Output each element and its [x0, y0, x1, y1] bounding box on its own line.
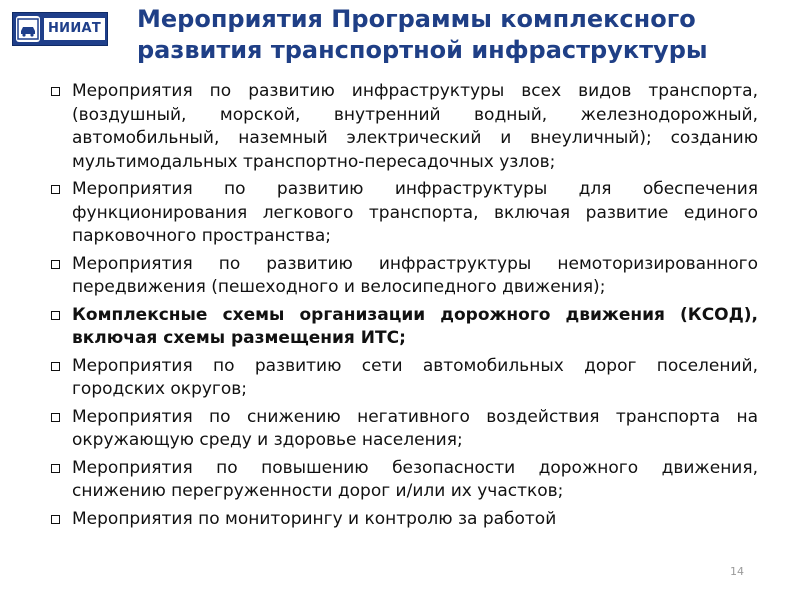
list-item [50, 508, 758, 532]
page-number: 14 [730, 565, 744, 578]
square-bullet-icon [51, 87, 60, 96]
list-item [50, 80, 758, 174]
list-item [50, 304, 758, 351]
list-item-text: Мероприятия по развитию инфраструктуры для обеспечения функционирования легкового транспорта, включая развитие единого парковочного пространства; [72, 179, 758, 246]
list-item-text: Мероприятия по снижению негативного воздействия транспорта на окружающую среду и здоровье населения; [72, 406, 758, 450]
measures-list [50, 80, 758, 535]
logo-text: НИИАТ [44, 18, 105, 40]
niiat-logo [12, 12, 108, 46]
list-item [50, 457, 758, 504]
list-item-text: Мероприятия по развитию сети автомобильных дорог поселений, городских округов; [72, 355, 758, 399]
list-item-text: Мероприятия по мониторингу и контролю за работой [72, 508, 557, 529]
list-item [50, 253, 758, 300]
list-item-text: Мероприятия по повышению безопасности дорожного движения, снижению перегруженности дорог и/или их участков; [72, 457, 758, 501]
list-item-text: Комплексные схемы организации дорожного движения (КСОД), включая схемы размещения ИТС; [72, 304, 758, 348]
square-bullet-icon [51, 185, 60, 194]
square-bullet-icon [51, 515, 60, 524]
list-item [50, 355, 758, 402]
list-item [50, 178, 758, 249]
square-bullet-icon [51, 362, 60, 371]
list-item-text: Мероприятия по развитию инфраструктуры всех видов транспорта, (воздушный, морской, внутренний водный, железнодорожный, автомобильный, наземный электрический и внеуличный); созданию мультимодальных транспортно-пересадочных узлов; [72, 81, 758, 172]
car-emblem-icon [16, 16, 40, 42]
square-bullet-icon [51, 464, 60, 473]
square-bullet-icon [51, 413, 60, 422]
page-title: Мероприятия Программы комплексного развития транспортной инфраструктуры [137, 5, 708, 64]
square-bullet-icon [51, 260, 60, 269]
square-bullet-icon [51, 311, 60, 320]
list-item-text: Мероприятия по развитию инфраструктуры немоторизированного передвижения (пешеходного и велосипедного движения); [72, 253, 758, 297]
list-item [50, 406, 758, 453]
